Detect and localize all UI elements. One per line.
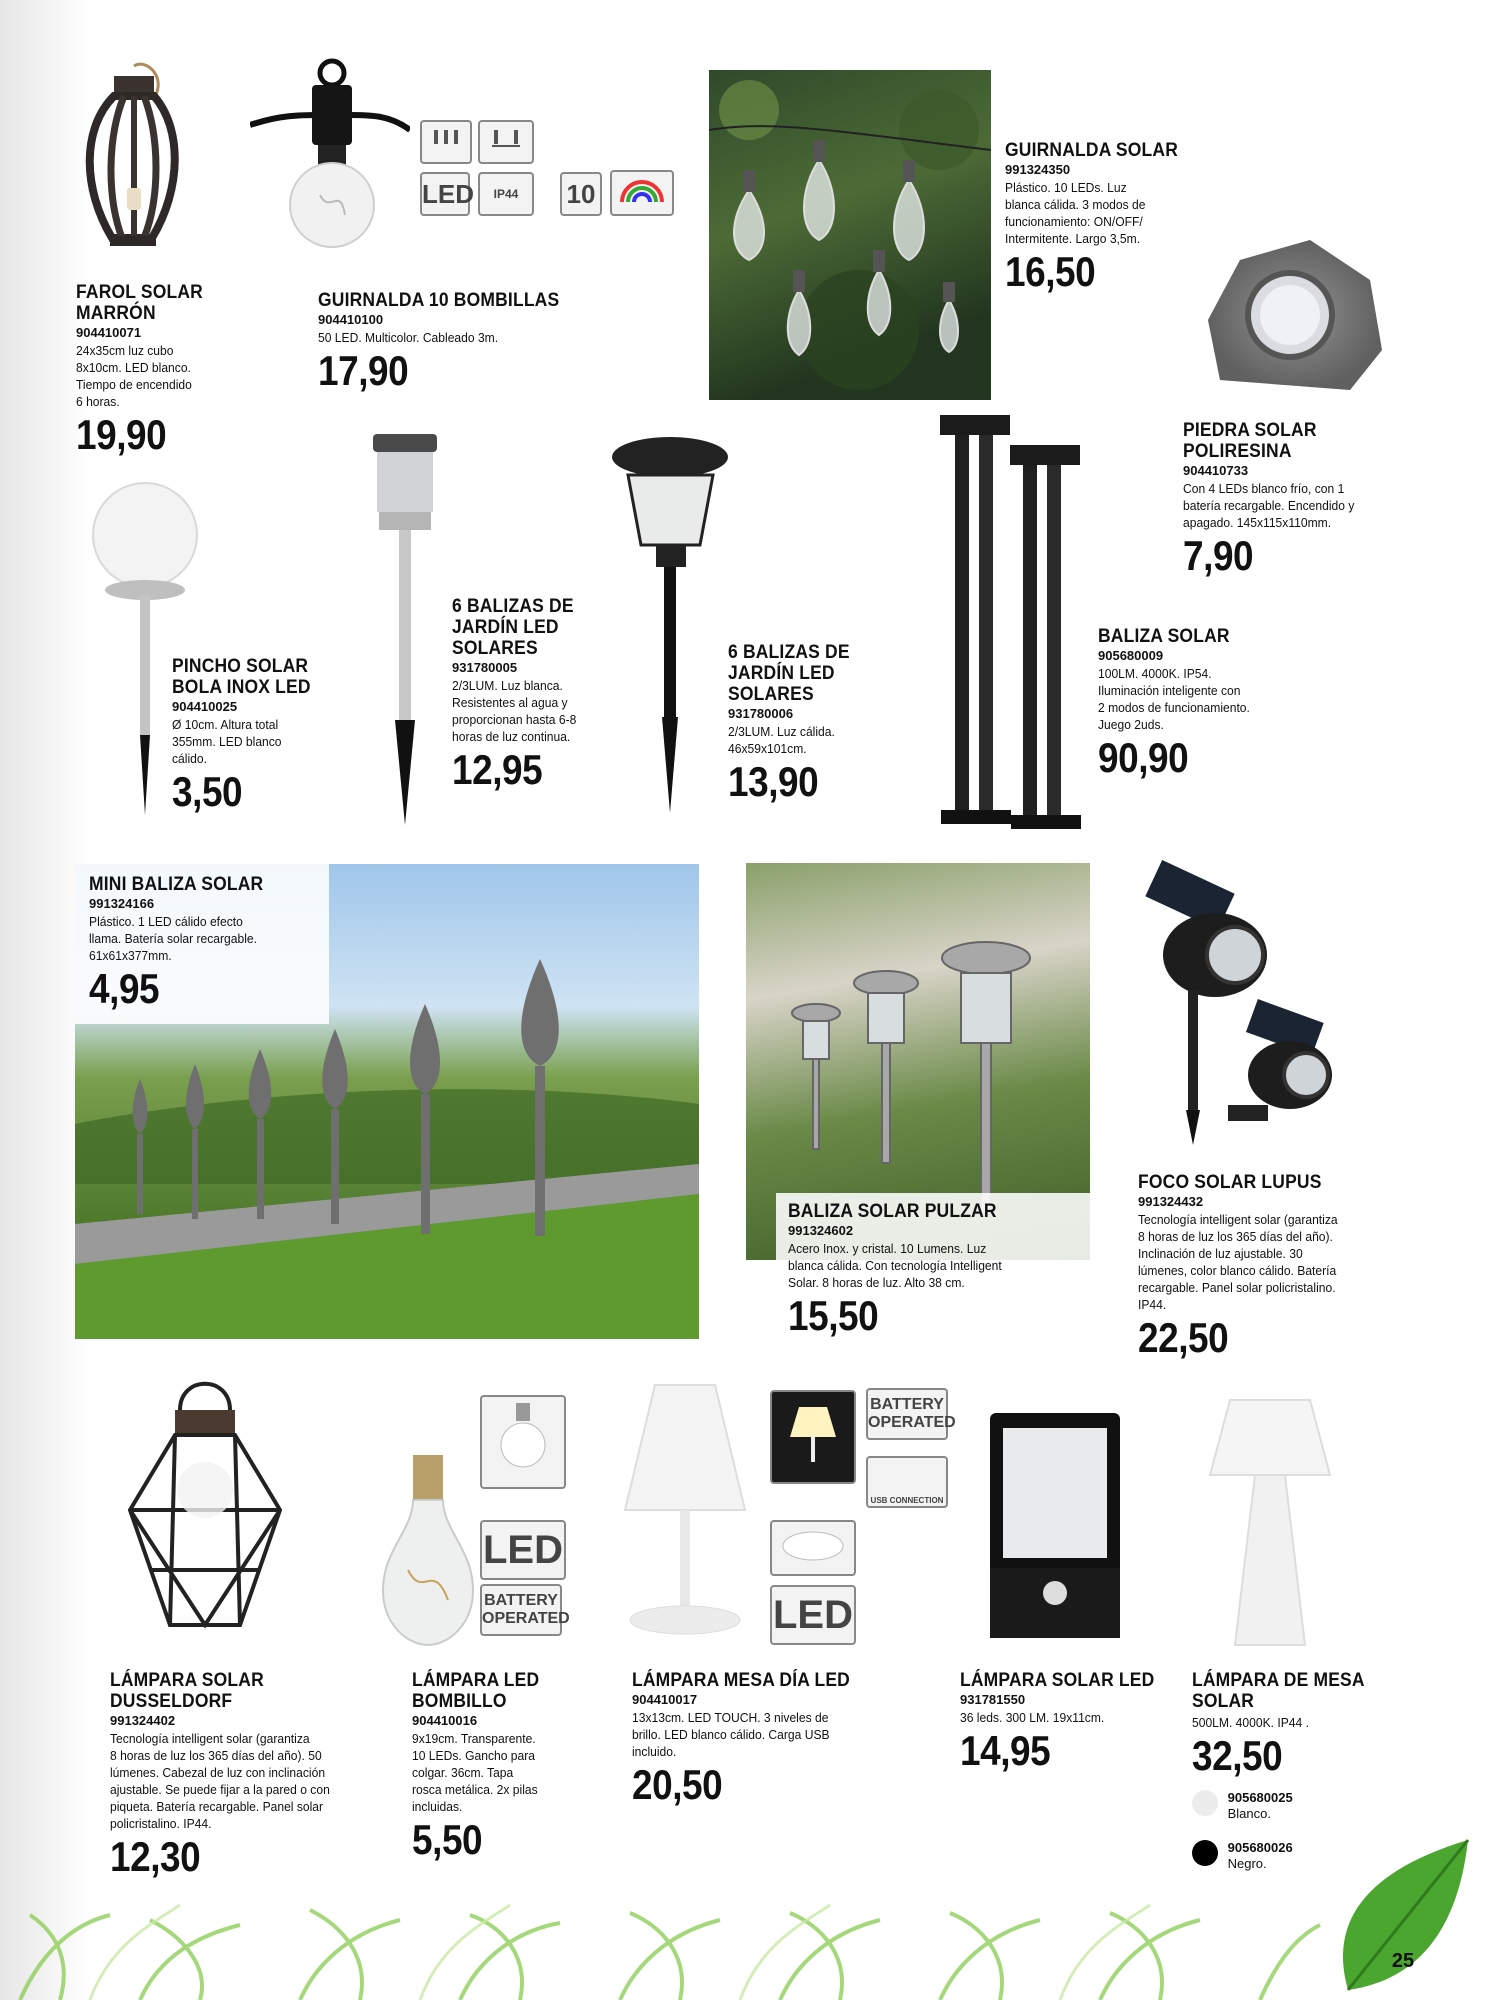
product-desc: Acero Inox. y cristal. 10 Lumens. Luz blanca cálida. Con tecnología Intelligent Solar. 8 horas de luz. Alto 38 cm. xyxy=(788,1241,1002,1290)
touch-base-thumbnail xyxy=(770,1520,856,1576)
product-code: 931780005 xyxy=(452,660,518,675)
product-farol-solar xyxy=(76,282,276,458)
leaf-icon xyxy=(1328,1830,1478,2000)
product-desc: 500LM. 4000K. IP44 . xyxy=(1192,1715,1309,1730)
product-title: FOCO SOLAR LUPUS xyxy=(1138,1172,1322,1193)
product-code: 931781550 xyxy=(960,1692,1026,1707)
led-badge: LED xyxy=(420,172,470,216)
product-desc: Plástico. 10 LEDs. Luz blanca cálida. 3 modos de funcionamiento: ON/OFF/ Intermitente. Largo 3,5m. xyxy=(1005,180,1146,246)
grass-footer-decoration xyxy=(0,1895,1501,2000)
product-price: 19,90 xyxy=(76,411,167,458)
variant-white xyxy=(1192,1790,1293,1822)
ip44-badge: IP44 xyxy=(478,172,534,216)
multicolor-icon xyxy=(610,170,674,216)
product-price: 20,50 xyxy=(632,1761,723,1808)
product-price: 4,95 xyxy=(89,965,160,1012)
product-mini-baliza xyxy=(75,864,329,1024)
product-desc: 36 leds. 300 LM. 19x11cm. xyxy=(960,1710,1105,1725)
product-foco-lupus xyxy=(1138,1172,1398,1361)
product-guirnalda-solar xyxy=(1005,140,1205,295)
bulb-thumbnail xyxy=(480,1395,566,1489)
product-desc: 50 LED. Multicolor. Cableado 3m. xyxy=(318,330,499,345)
product-desc: 2/3LUM. Luz cálida. 46x59x101cm. xyxy=(728,724,835,756)
product-price: 14,95 xyxy=(960,1727,1051,1774)
product-pincho-solar xyxy=(172,656,372,815)
product-title: LÁMPARA SOLAR LED xyxy=(960,1670,1155,1691)
usb-connection-label: USB CONNECTION xyxy=(870,1496,944,1505)
product-code: 904410100 xyxy=(318,312,384,327)
product-price: 3,50 xyxy=(172,768,243,815)
product-lampara-bombillo xyxy=(412,1670,612,1863)
product-code: 904410016 xyxy=(412,1713,478,1728)
product-title: BALIZA SOLAR PULZAR xyxy=(788,1201,997,1222)
product-desc: 13x13cm. LED TOUCH. 3 niveles de brillo. LED blanco cálido. Carga USB incluido. xyxy=(632,1710,830,1759)
product-lampara-mesa-dia xyxy=(632,1670,892,1808)
product-baliza-pulzar xyxy=(776,1193,1092,1366)
product-code: 904410071 xyxy=(76,325,142,340)
mode-icon-2 xyxy=(478,120,534,164)
steel-garden-stake-image xyxy=(365,430,445,830)
product-desc: Tecnología intelligent solar (garantiza 8 horas de luz los 365 días del año). Inclinación de luz ajustable. 30 lúmenes, color blanco cálido. Batería recargable. Panel solar policristalino. IP44. xyxy=(1138,1212,1338,1312)
product-title: 6 BALIZAS DE JARDÍN LED SOLARES xyxy=(452,596,574,659)
product-price: 15,50 xyxy=(788,1292,879,1339)
product-lampara-dusseldorf xyxy=(110,1670,390,1880)
color-swatch-black xyxy=(1192,1840,1218,1866)
product-title: GUIRNALDA SOLAR xyxy=(1005,140,1179,161)
lamp-lit-thumbnail xyxy=(770,1390,856,1484)
product-title: LÁMPARA LED BOMBILLO xyxy=(412,1670,540,1712)
product-code: 931780006 xyxy=(728,706,794,721)
product-price: 12,30 xyxy=(110,1833,201,1880)
battery-operated-badge: BATTERY OPERATED xyxy=(480,1584,562,1636)
color-swatch-white xyxy=(1192,1790,1218,1816)
product-code: 904410025 xyxy=(172,699,238,714)
bulb-lamp-image xyxy=(378,1450,478,1650)
product-piedra-solar xyxy=(1183,420,1423,579)
product-title: PINCHO SOLAR BOLA INOX LED xyxy=(172,656,311,698)
product-desc: 100LM. 4000K. IP54. Iluminación inteligente con 2 modos de funcionamiento. Juego 2uds. xyxy=(1098,666,1250,732)
product-guirnalda-10 xyxy=(318,290,678,394)
product-price: 7,90 xyxy=(1183,532,1254,579)
farol-lantern-image xyxy=(72,58,192,258)
product-desc: 2/3LUM. Luz blanca. Resistentes al agua y proporcionan hasta 6-8 horas de luz continua. xyxy=(452,678,577,744)
product-price: 17,90 xyxy=(318,347,409,394)
product-desc: 9x19cm. Transparente. 10 LEDs. Gancho para colgar. 36cm. Tapa rosca metálica. 2x pilas incluidas. xyxy=(412,1731,538,1814)
product-title: FAROL SOLAR MARRÓN xyxy=(76,282,203,324)
product-lampara-mesa-solar xyxy=(1192,1670,1412,1779)
product-price: 16,50 xyxy=(1005,248,1096,295)
product-title: LÁMPARA SOLAR DUSSELDORF xyxy=(110,1670,264,1712)
product-code: 991324432 xyxy=(1138,1194,1204,1209)
product-desc: Tecnología intelligent solar (garantiza 8 horas de luz los 365 días del año). 50 lúmenes. Cabezal de luz con inclinación ajustable. Se puede fijar a la pared o con piqueta. Batería recargable. Panel solar policristalino. IP44. xyxy=(110,1731,330,1831)
solar-wall-lamp-image xyxy=(985,1408,1125,1648)
product-lampara-solar-led xyxy=(960,1670,1180,1774)
solar-table-lamp-image xyxy=(1205,1390,1335,1650)
led-badge: LED xyxy=(770,1585,856,1645)
product-code: 904410733 xyxy=(1183,463,1249,478)
product-price: 90,90 xyxy=(1098,734,1189,781)
variant-name: Blanco. xyxy=(1227,1806,1271,1821)
count-10-badge: 10 xyxy=(560,172,602,216)
product-baliza-solar xyxy=(1098,626,1338,781)
mode-icon-1 xyxy=(420,120,472,164)
product-price: 5,50 xyxy=(412,1816,483,1863)
battery-operated-badge: BATTERY OPERATED xyxy=(866,1388,948,1440)
variant-code: 905680025 xyxy=(1227,1790,1293,1805)
product-desc: 24x35cm luz cubo 8x10cm. LED blanco. Tiempo de encendido 6 horas. xyxy=(76,343,192,409)
product-code: 905680009 xyxy=(1098,648,1164,663)
led-badge: LED xyxy=(480,1520,566,1580)
string-light-bulb-image xyxy=(250,55,410,265)
variant-black xyxy=(1192,1840,1293,1872)
product-title: MINI BALIZA SOLAR xyxy=(89,874,264,895)
product-desc: Ø 10cm. Altura total 355mm. LED blanco cálido. xyxy=(172,717,282,766)
variant-code: 905680026 xyxy=(1227,1840,1293,1855)
product-title: 6 BALIZAS DE JARDÍN LED SOLARES xyxy=(728,642,850,705)
black-garden-stake-image xyxy=(608,435,733,815)
product-code: 991324166 xyxy=(89,896,155,911)
product-title: BALIZA SOLAR xyxy=(1098,626,1230,647)
usb-connection-badge xyxy=(866,1456,948,1508)
table-lamp-white-image xyxy=(620,1380,750,1640)
product-price: 32,50 xyxy=(1192,1732,1283,1779)
solar-stone-image xyxy=(1200,230,1390,400)
product-code: 991324402 xyxy=(110,1713,176,1728)
product-title: GUIRNALDA 10 BOMBILLAS xyxy=(318,290,560,311)
foco-lupus-image xyxy=(1140,860,1350,1150)
product-code: 904410017 xyxy=(632,1692,698,1707)
bollard-pair-image xyxy=(935,410,1095,835)
product-title: LÁMPARA DE MESA SOLAR xyxy=(1192,1670,1365,1712)
product-6-balizas-calida xyxy=(728,642,928,805)
dusseldorf-lantern-image xyxy=(120,1370,290,1650)
product-code: 991324602 xyxy=(788,1223,854,1238)
product-code: 991324350 xyxy=(1005,162,1071,177)
variant-name: Negro. xyxy=(1227,1856,1267,1871)
product-title: PIEDRA SOLAR POLIRESINA xyxy=(1183,420,1317,462)
product-title: LÁMPARA MESA DÍA LED xyxy=(632,1670,850,1691)
guirnalda-solar-photo xyxy=(709,70,991,400)
page-number: 25 xyxy=(1391,1950,1415,1972)
product-price: 13,90 xyxy=(728,758,819,805)
product-price: 22,50 xyxy=(1138,1314,1229,1361)
product-price: 12,95 xyxy=(452,746,543,793)
product-desc: Plástico. 1 LED cálido efecto llama. Batería solar recargable. 61x61x377mm. xyxy=(89,914,258,963)
product-desc: Con 4 LEDs blanco frío, con 1 batería recargable. Encendido y apagado. 145x115x110mm. xyxy=(1183,481,1355,530)
